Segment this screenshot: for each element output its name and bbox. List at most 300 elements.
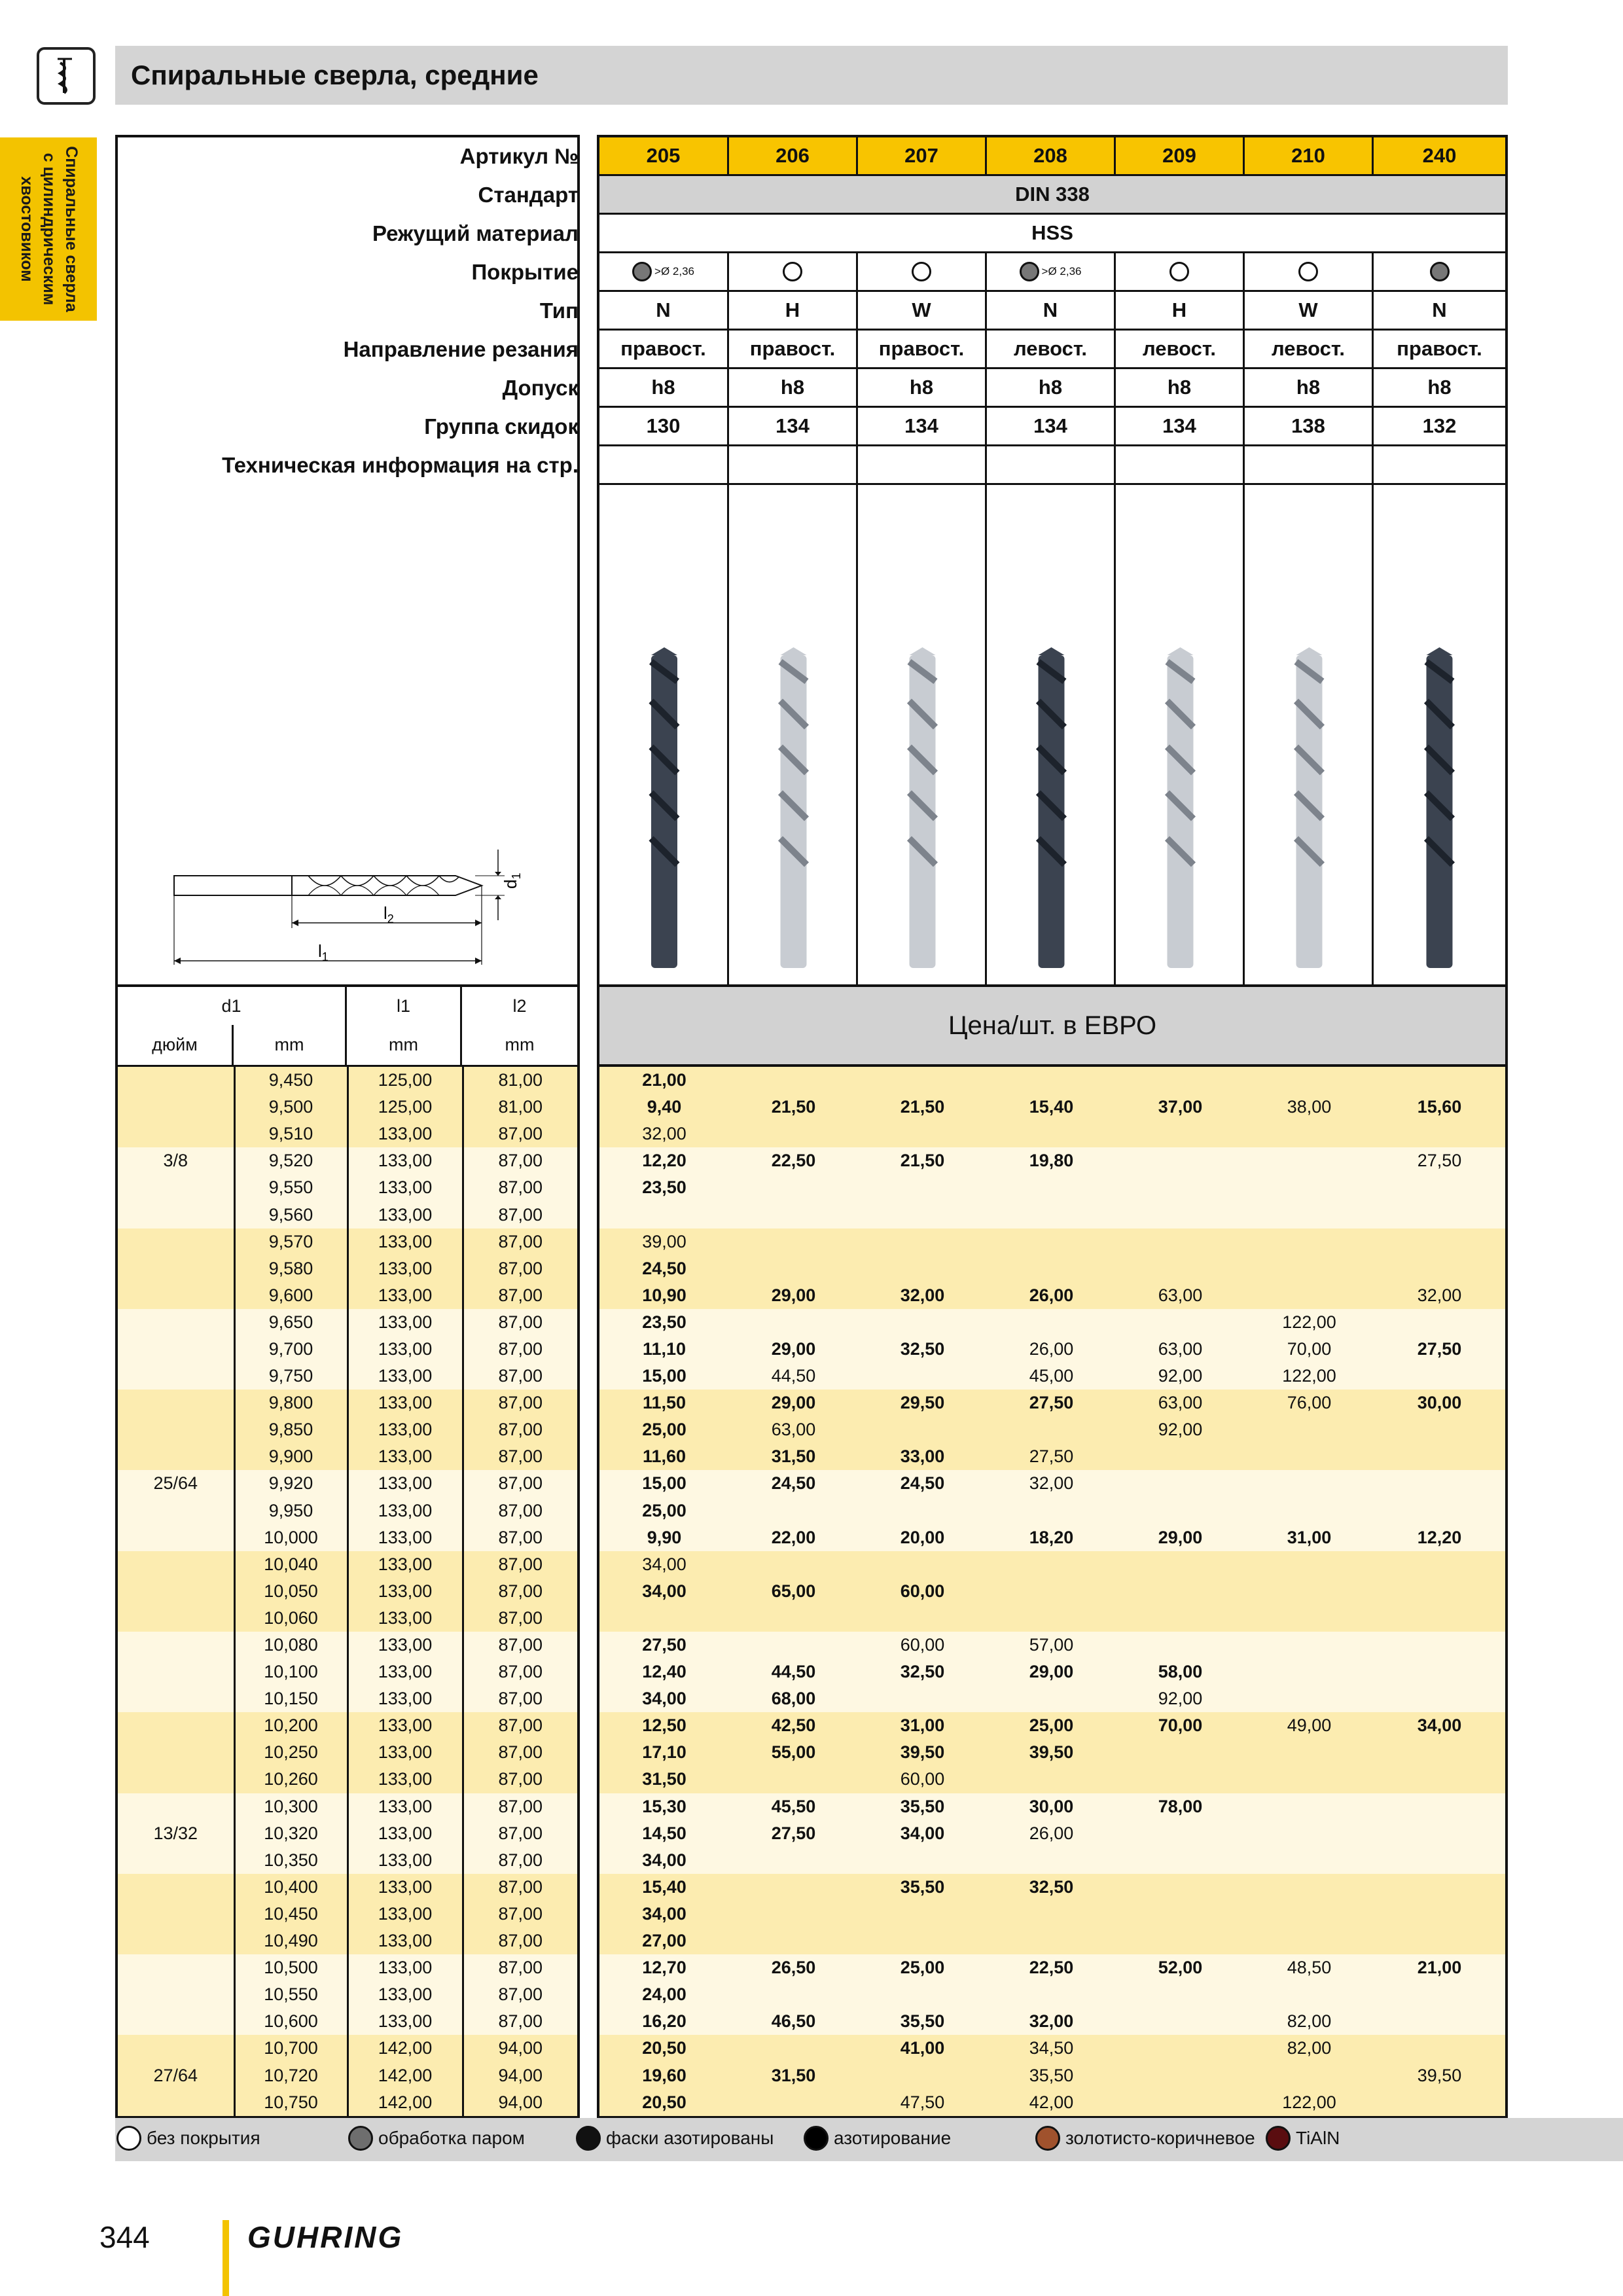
price-cell xyxy=(1245,1981,1374,2008)
inch-cell xyxy=(118,1201,234,1228)
l1-unit-header: mm xyxy=(345,1025,462,1067)
table-row xyxy=(118,1524,577,1551)
type-cell: N xyxy=(987,292,1116,331)
price-cell xyxy=(729,1901,858,1928)
coating-cell xyxy=(1374,253,1505,292)
diameter-cell: 10,600 xyxy=(234,2008,348,2035)
diameter-cell: 9,500 xyxy=(234,1094,348,1121)
price-cell: 37,00 xyxy=(1116,1094,1245,1121)
price-cell xyxy=(1245,1470,1374,1497)
spec-label: Артикул № xyxy=(459,144,579,168)
tolerance-cell: h8 xyxy=(858,369,987,408)
l1-cell: 133,00 xyxy=(348,1416,463,1443)
price-cell: 20,00 xyxy=(858,1524,987,1551)
price-cell: 34,00 xyxy=(1374,1712,1505,1739)
drill-image xyxy=(1374,485,1505,986)
l2-cell: 87,00 xyxy=(463,2008,577,2035)
inch-cell xyxy=(118,1874,234,1901)
price-cell: 39,50 xyxy=(987,1739,1116,1766)
price-cell: 122,00 xyxy=(1245,2089,1374,2116)
price-cell: 34,00 xyxy=(599,1685,729,1712)
price-cell: 26,00 xyxy=(987,1820,1116,1847)
discount-cell: 138 xyxy=(1245,408,1374,446)
price-cell xyxy=(858,2062,987,2089)
steam-coating-icon xyxy=(632,262,652,281)
inch-cell xyxy=(118,1282,234,1309)
l2-cell: 87,00 xyxy=(463,1793,577,1820)
legend-item xyxy=(1266,2126,1340,2151)
legend-item xyxy=(804,2126,951,2151)
price-row xyxy=(599,1390,1505,1416)
l2-cell: 81,00 xyxy=(463,1094,577,1121)
legend-swatch-icon xyxy=(1266,2126,1291,2151)
l2-cell: 87,00 xyxy=(463,1820,577,1847)
price-row xyxy=(599,2089,1505,2116)
direction-cell: правост. xyxy=(1374,331,1505,369)
inch-cell: 25/64 xyxy=(118,1470,234,1497)
coating-cell xyxy=(858,253,987,292)
diameter-cell: 10,750 xyxy=(234,2089,348,2116)
discount-cell: 130 xyxy=(599,408,729,446)
material-cell: HSS xyxy=(599,215,1505,253)
price-cell: 29,00 xyxy=(729,1282,858,1309)
price-cell: 60,00 xyxy=(858,1578,987,1605)
price-row xyxy=(599,1766,1505,1793)
table-row xyxy=(118,1874,577,1901)
table-row xyxy=(118,1390,577,1416)
price-cell xyxy=(987,1766,1116,1793)
l1-cell: 142,00 xyxy=(348,2035,463,2062)
l1-cell: 133,00 xyxy=(348,1498,463,1524)
l1-cell: 133,00 xyxy=(348,1229,463,1255)
tolerance-cell: h8 xyxy=(729,369,858,408)
price-cell: 34,00 xyxy=(599,1551,729,1578)
table-row xyxy=(118,2035,577,2062)
inch-cell xyxy=(118,1793,234,1820)
price-cell xyxy=(987,1605,1116,1632)
inch-cell xyxy=(118,2035,234,2062)
price-cell xyxy=(1374,1820,1505,1847)
type-cell: N xyxy=(599,292,729,331)
price-cell xyxy=(1374,1067,1505,1094)
price-cell xyxy=(1374,1605,1505,1632)
diameter-cell: 9,550 xyxy=(234,1174,348,1201)
l1-cell: 133,00 xyxy=(348,1201,463,1228)
price-row xyxy=(599,2008,1505,2035)
price-cell: 15,00 xyxy=(599,1363,729,1390)
price-cell: 52,00 xyxy=(1116,1954,1245,1981)
price-cell xyxy=(729,1928,858,1954)
price-cell xyxy=(858,1551,987,1578)
price-cell: 31,00 xyxy=(858,1712,987,1739)
l1-cell: 133,00 xyxy=(348,1659,463,1685)
coating-cell xyxy=(987,253,1116,292)
price-cell xyxy=(858,1067,987,1094)
price-cell: 23,50 xyxy=(599,1174,729,1201)
price-cell xyxy=(1245,1632,1374,1659)
price-cell: 34,00 xyxy=(599,1847,729,1874)
price-cell xyxy=(729,2089,858,2116)
price-cell xyxy=(1245,1928,1374,1954)
l1-cell: 133,00 xyxy=(348,1901,463,1928)
table-row xyxy=(118,1685,577,1712)
inch-cell xyxy=(118,1229,234,1255)
legend-label: золотисто-коричневое xyxy=(1065,2128,1255,2148)
price-cell: 38,00 xyxy=(1245,1094,1374,1121)
table-row xyxy=(118,1174,577,1201)
diameter-cell: 10,550 xyxy=(234,1981,348,2008)
price-cell xyxy=(729,1201,858,1228)
drill-image xyxy=(1116,485,1245,986)
coating-note: >Ø 2,36 xyxy=(654,265,694,278)
drill-chapter-icon xyxy=(39,50,93,102)
uncoated-icon xyxy=(1298,262,1318,281)
discount-cell: 134 xyxy=(987,408,1116,446)
l2-cell: 87,00 xyxy=(463,1498,577,1524)
page-number: 344 xyxy=(99,2220,150,2254)
legend-swatch-icon xyxy=(576,2126,601,2151)
spec-label: Направление резания xyxy=(343,337,579,361)
price-cell: 32,00 xyxy=(599,1121,729,1147)
l1-cell: 133,00 xyxy=(348,1578,463,1605)
price-cell xyxy=(1245,1766,1374,1793)
l1-cell: 125,00 xyxy=(348,1094,463,1121)
price-row xyxy=(599,1498,1505,1524)
diameter-cell: 10,700 xyxy=(234,2035,348,2062)
price-cell xyxy=(858,1201,987,1228)
discount-cell: 134 xyxy=(1116,408,1245,446)
price-cell: 30,00 xyxy=(987,1793,1116,1820)
inch-cell xyxy=(118,1605,234,1632)
discount-cell: 134 xyxy=(729,408,858,446)
price-cell: 15,30 xyxy=(599,1793,729,1820)
l2-cell: 94,00 xyxy=(463,2062,577,2089)
price-cell xyxy=(987,1416,1116,1443)
l2-unit-header: mm xyxy=(460,1025,580,1067)
price-cell: 33,00 xyxy=(858,1443,987,1470)
spec-label: Стандарт xyxy=(478,183,579,207)
diameter-cell: 10,100 xyxy=(234,1659,348,1685)
price-cell: 76,00 xyxy=(1245,1390,1374,1416)
l1-cell: 133,00 xyxy=(348,1524,463,1551)
price-cell: 18,20 xyxy=(987,1524,1116,1551)
type-cell: N xyxy=(1374,292,1505,331)
price-cell: 44,50 xyxy=(729,1363,858,1390)
price-cell: 92,00 xyxy=(1116,1685,1245,1712)
price-cell xyxy=(1245,1067,1374,1094)
price-cell xyxy=(1374,1847,1505,1874)
diameter-cell: 10,050 xyxy=(234,1578,348,1605)
price-cell xyxy=(1245,1551,1374,1578)
price-cell xyxy=(858,1174,987,1201)
coating-cell xyxy=(1116,253,1245,292)
price-cell xyxy=(987,1578,1116,1605)
price-row xyxy=(599,1874,1505,1901)
price-cell xyxy=(1374,1928,1505,1954)
inch-cell xyxy=(118,1712,234,1739)
l2-cell: 87,00 xyxy=(463,1712,577,1739)
uncoated-icon xyxy=(783,262,802,281)
price-cell xyxy=(858,1685,987,1712)
legend-label: азотирование xyxy=(834,2128,952,2148)
l2-cell: 87,00 xyxy=(463,1390,577,1416)
price-cell: 34,50 xyxy=(987,2035,1116,2062)
price-cell: 82,00 xyxy=(1245,2008,1374,2035)
l2-label: $l_2$ xyxy=(383,903,394,925)
price-cell: 22,00 xyxy=(729,1524,858,1551)
diameter-cell: 10,260 xyxy=(234,1766,348,1793)
price-cell xyxy=(1116,1470,1245,1497)
diameter-cell: 10,450 xyxy=(234,1901,348,1928)
diameter-cell: 9,700 xyxy=(234,1336,348,1363)
spec-label: Техническая информация на стр. xyxy=(222,453,579,477)
price-cell: 42,50 xyxy=(729,1712,858,1739)
price-cell xyxy=(1374,1470,1505,1497)
price-row xyxy=(599,1578,1505,1605)
price-cell xyxy=(1116,1551,1245,1578)
inch-cell xyxy=(118,1094,234,1121)
price-cell xyxy=(1116,1820,1245,1847)
l1-cell: 133,00 xyxy=(348,1632,463,1659)
article-number: 210 xyxy=(1245,137,1374,176)
drill-dimension-drawing xyxy=(168,850,560,974)
price-cell: 92,00 xyxy=(1116,1416,1245,1443)
table-row xyxy=(118,2089,577,2116)
l1-cell: 133,00 xyxy=(348,1147,463,1174)
price-cell xyxy=(1116,2035,1245,2062)
price-cell xyxy=(729,1632,858,1659)
l1-cell: 133,00 xyxy=(348,1928,463,1954)
price-cell xyxy=(599,1605,729,1632)
steam-coating-icon xyxy=(1430,262,1450,281)
table-row xyxy=(118,1121,577,1147)
price-cell xyxy=(1245,1147,1374,1174)
drill-image xyxy=(858,485,987,986)
price-cell xyxy=(1374,1901,1505,1928)
price-cell: 82,00 xyxy=(1245,2035,1374,2062)
price-cell: 21,50 xyxy=(729,1094,858,1121)
inch-cell xyxy=(118,1901,234,1928)
price-cell: 31,00 xyxy=(1245,1524,1374,1551)
article-number: 209 xyxy=(1116,137,1245,176)
price-cell: 19,80 xyxy=(987,1147,1116,1174)
legend-label: без покрытия xyxy=(147,2128,260,2148)
price-cell xyxy=(858,1229,987,1255)
inch-cell xyxy=(118,1121,234,1147)
l1-cell: 133,00 xyxy=(348,2008,463,2035)
price-cell xyxy=(1116,1121,1245,1147)
price-row xyxy=(599,1928,1505,1954)
l1-cell: 133,00 xyxy=(348,1739,463,1766)
price-cell xyxy=(1116,1874,1245,1901)
article-number: 207 xyxy=(858,137,987,176)
price-cell: 63,00 xyxy=(729,1416,858,1443)
price-cell: 122,00 xyxy=(1245,1363,1374,1390)
price-cell: 15,40 xyxy=(599,1874,729,1901)
l2-cell: 87,00 xyxy=(463,1524,577,1551)
legend-swatch-icon xyxy=(1035,2126,1060,2151)
price-cell xyxy=(1374,1416,1505,1443)
price-cell: 23,50 xyxy=(599,1309,729,1336)
price-row xyxy=(599,1147,1505,1174)
price-cell: 27,50 xyxy=(1374,1147,1505,1174)
price-cell xyxy=(1374,1174,1505,1201)
price-cell xyxy=(858,1901,987,1928)
price-cell xyxy=(729,1067,858,1094)
inch-cell xyxy=(118,1551,234,1578)
l1-cell: 133,00 xyxy=(348,1820,463,1847)
price-cell xyxy=(1116,1201,1245,1228)
price-cell xyxy=(1116,1067,1245,1094)
price-row xyxy=(599,2035,1505,2062)
legend-item xyxy=(348,2126,525,2151)
type-cell: H xyxy=(1116,292,1245,331)
drill-image xyxy=(987,485,1116,986)
price-cell: 39,50 xyxy=(858,1739,987,1766)
price-cell xyxy=(1245,1659,1374,1685)
l1-cell: 142,00 xyxy=(348,2089,463,2116)
l2-cell: 87,00 xyxy=(463,1847,577,1874)
price-cell xyxy=(1374,1632,1505,1659)
diameter-cell: 10,080 xyxy=(234,1632,348,1659)
inch-cell xyxy=(118,1363,234,1390)
price-cell xyxy=(1116,1147,1245,1174)
price-header: Цена/шт. в ЕВРО xyxy=(597,987,1508,1067)
price-cell: 24,50 xyxy=(729,1470,858,1497)
direction-cell: правост. xyxy=(599,331,729,369)
l2-cell: 87,00 xyxy=(463,1201,577,1228)
price-row xyxy=(599,1901,1505,1928)
price-cell xyxy=(1116,1901,1245,1928)
price-cell xyxy=(1374,1309,1505,1336)
inch-cell xyxy=(118,1928,234,1954)
l2-cell: 87,00 xyxy=(463,1282,577,1309)
d1-label: $d_1$ xyxy=(501,872,523,889)
tolerance-cell: h8 xyxy=(599,369,729,408)
table-row xyxy=(118,1605,577,1632)
article-number: 205 xyxy=(599,137,729,176)
price-cell xyxy=(1374,1363,1505,1390)
price-cell xyxy=(1374,2089,1505,2116)
l1-header: l1 xyxy=(345,987,462,1027)
inch-cell xyxy=(118,1498,234,1524)
price-cell xyxy=(987,1121,1116,1147)
price-row xyxy=(599,1632,1505,1659)
inch-cell: 13/32 xyxy=(118,1820,234,1847)
price-cell: 11,10 xyxy=(599,1336,729,1363)
price-row xyxy=(599,1524,1505,1551)
techinfo-cell xyxy=(599,446,729,485)
price-cell xyxy=(987,1067,1116,1094)
price-cell xyxy=(1374,1551,1505,1578)
table-row xyxy=(118,1632,577,1659)
price-cell: 25,00 xyxy=(987,1712,1116,1739)
price-cell: 26,50 xyxy=(729,1954,858,1981)
diameter-cell: 9,520 xyxy=(234,1147,348,1174)
price-cell xyxy=(1245,1498,1374,1524)
table-row xyxy=(118,2008,577,2035)
diameter-cell: 10,720 xyxy=(234,2062,348,2089)
price-cell: 63,00 xyxy=(1116,1282,1245,1309)
price-cell: 47,50 xyxy=(858,2089,987,2116)
price-cell xyxy=(1374,1229,1505,1255)
table-row xyxy=(118,1363,577,1390)
price-cell xyxy=(729,1309,858,1336)
table-row xyxy=(118,1659,577,1685)
price-cell xyxy=(1374,1498,1505,1524)
price-row xyxy=(599,1605,1505,1632)
diameter-cell: 9,600 xyxy=(234,1282,348,1309)
price-cell: 55,00 xyxy=(729,1739,858,1766)
l2-cell: 87,00 xyxy=(463,1255,577,1282)
table-row xyxy=(118,1443,577,1470)
tolerance-cell: h8 xyxy=(1116,369,1245,408)
price-row xyxy=(599,1739,1505,1766)
l2-cell: 81,00 xyxy=(463,1067,577,1094)
price-cell: 12,40 xyxy=(599,1659,729,1685)
price-cell xyxy=(987,1685,1116,1712)
inch-cell xyxy=(118,1739,234,1766)
price-cell: 15,40 xyxy=(987,1094,1116,1121)
price-cell xyxy=(858,1416,987,1443)
type-cell: W xyxy=(858,292,987,331)
l1-cell: 133,00 xyxy=(348,1793,463,1820)
direction-cell: левост. xyxy=(1245,331,1374,369)
inch-cell xyxy=(118,1524,234,1551)
table-row xyxy=(118,1470,577,1497)
diameter-cell: 10,300 xyxy=(234,1793,348,1820)
price-cell xyxy=(1245,1174,1374,1201)
l1-cell: 133,00 xyxy=(348,1363,463,1390)
price-cell xyxy=(1245,1847,1374,1874)
price-row xyxy=(599,1685,1505,1712)
price-cell xyxy=(1245,1739,1374,1766)
inch-cell xyxy=(118,1443,234,1470)
price-cell: 63,00 xyxy=(1116,1390,1245,1416)
price-cell: 21,50 xyxy=(858,1094,987,1121)
price-cell: 31,50 xyxy=(729,2062,858,2089)
price-cell: 26,00 xyxy=(987,1336,1116,1363)
legend-swatch-icon xyxy=(348,2126,373,2151)
diameter-cell: 10,320 xyxy=(234,1820,348,1847)
inch-cell xyxy=(118,1336,234,1363)
legend-label: обработка паром xyxy=(378,2128,525,2148)
price-cell: 35,50 xyxy=(858,1793,987,1820)
price-cell xyxy=(1245,1121,1374,1147)
inch-cell xyxy=(118,1390,234,1416)
inch-cell xyxy=(118,1847,234,1874)
price-cell xyxy=(1116,1443,1245,1470)
drill-image xyxy=(599,485,729,986)
price-cell: 29,50 xyxy=(858,1390,987,1416)
l1-cell: 133,00 xyxy=(348,1954,463,1981)
table-row xyxy=(118,1981,577,2008)
discount-cell: 134 xyxy=(858,408,987,446)
diameter-cell: 10,250 xyxy=(234,1739,348,1766)
price-cell xyxy=(1374,1685,1505,1712)
price-cell: 60,00 xyxy=(858,1766,987,1793)
techinfo-cell xyxy=(1374,446,1505,485)
price-cell: 70,00 xyxy=(1245,1336,1374,1363)
table-row xyxy=(118,1901,577,1928)
techinfo-cell xyxy=(1116,446,1245,485)
table-row xyxy=(118,1954,577,1981)
price-cell xyxy=(1245,1901,1374,1928)
price-cell: 26,00 xyxy=(987,1282,1116,1309)
table-row xyxy=(118,1309,577,1336)
price-row xyxy=(599,2062,1505,2089)
price-cell xyxy=(1116,2008,1245,2035)
